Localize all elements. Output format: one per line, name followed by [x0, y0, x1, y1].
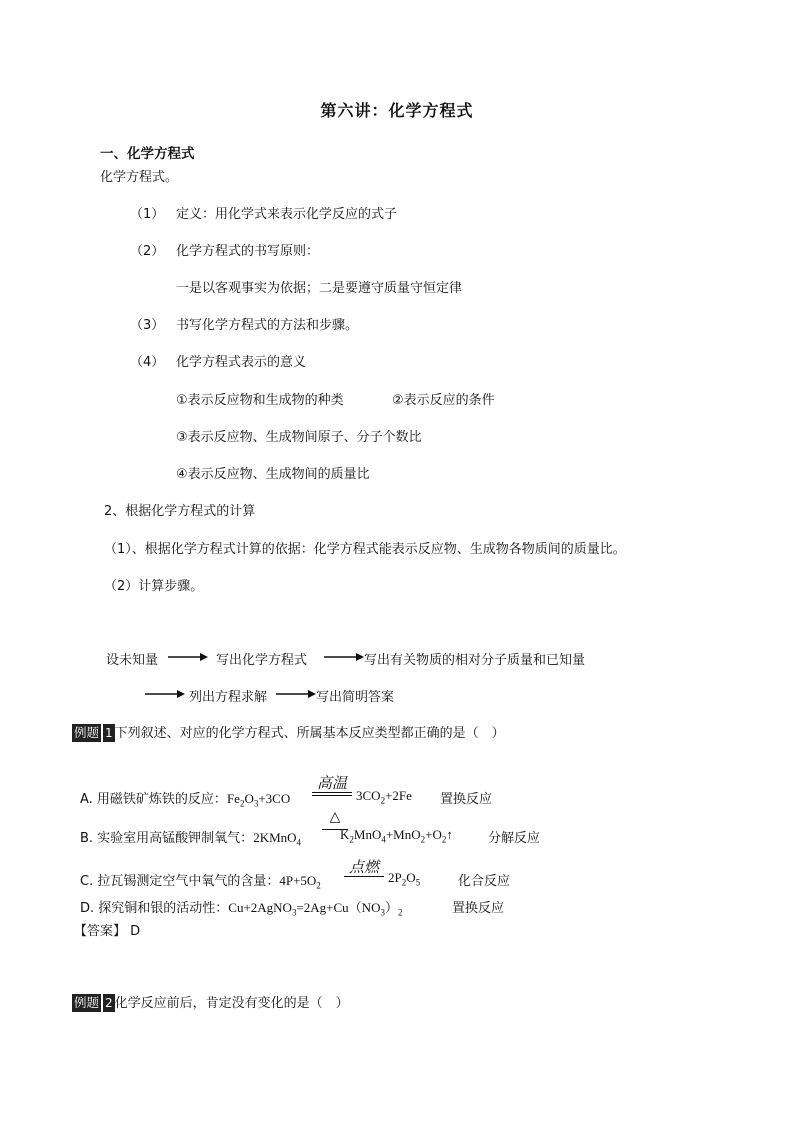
- section2-item2: （2）计算步骤。: [104, 579, 204, 594]
- item2-num: （2）: [130, 244, 165, 259]
- example1-num: 1: [105, 726, 113, 740]
- option-a-eq-line2: [312, 795, 352, 796]
- meaning-1: ①表示反应物和生成物的种类: [176, 393, 344, 408]
- item1-text: 定义：用化学式来表示化学反应的式子: [176, 207, 398, 222]
- option-a: [80, 788, 290, 809]
- option-c-type: 化合反应: [458, 874, 511, 889]
- example1-header: [72, 722, 505, 742]
- flow-arrow-4: [276, 687, 316, 701]
- option-c-eq-line: [344, 876, 384, 877]
- example1-question: 下列叙述、对应的化学方程式、所属基本反应类型都正确的是（ ）: [114, 726, 505, 741]
- example2-num: 2: [105, 996, 113, 1010]
- item1-num: （1）: [130, 207, 165, 222]
- option-d-label: D. 探究铜和银的活动性：: [80, 901, 229, 916]
- option-d: D. 探究铜和银的活动性：$Cu+2AgNO_3=2Ag+Cu(NO_3)_2$: [80, 900, 403, 918]
- option-a-type: 置换反应: [440, 792, 493, 807]
- example1-answer: [74, 920, 140, 939]
- section2-item1: （1）、根据化学方程式计算的依据：化学方程式能表示反应物、生成物各物质间的质量比。: [104, 542, 626, 557]
- item4-text: 化学方程式表示的意义: [176, 355, 307, 370]
- option-c-label: C. 拉瓦锡测定空气中氧气的含量：: [80, 874, 280, 889]
- flow-arrow-1: [168, 650, 208, 664]
- option-b-right: $K_2MnO_4+MnO_2+O_2↑$: [340, 827, 453, 845]
- flow-step-1: 设未知量: [106, 653, 159, 668]
- option-a-eq-line: [312, 792, 352, 793]
- item3-text: 书写化学方程式的方法和步骤。: [176, 318, 359, 333]
- example2-tag: 例题: [74, 995, 100, 1010]
- flow-arrow-2: [324, 650, 364, 664]
- meaning-4: ④表示反应物、生成物间的质量比: [176, 467, 370, 482]
- section1-heading: 一、化学方程式: [100, 146, 195, 162]
- section1-intro: 化学方程式。: [100, 170, 179, 185]
- example2-question: 化学反应前后，肯定没有变化的是（ ）: [114, 996, 349, 1011]
- option-b: B. 实验室用高锰酸钾制氧气：2KMnO$_4$: [80, 830, 302, 848]
- meaning-2: ②表示反应的条件: [392, 393, 495, 408]
- option-b-type: 分解反应: [488, 831, 541, 846]
- flow-step-5: 写出简明答案: [316, 690, 395, 705]
- option-b-condition: △: [329, 809, 341, 825]
- section2-heading: 2、根据化学方程式的计算: [104, 504, 256, 519]
- example2-header: [72, 992, 349, 1012]
- flow-step-3: 写出有关物质的相对分子质量和已知量: [364, 653, 586, 668]
- example1-tag: 例题: [74, 725, 100, 740]
- option-c: C. 拉瓦锡测定空气中氧气的含量：$4P+5O_2$: [80, 873, 321, 891]
- flow-arrow-3: [145, 687, 185, 701]
- answer-value: D: [130, 924, 141, 939]
- item2-detail: 一是以客观事实为依据；二是要遵守质量守恒定律: [176, 281, 463, 296]
- item2-text: 化学方程式的书写原则：: [176, 244, 320, 259]
- item4-num: （4）: [130, 355, 165, 370]
- item3-num: （3）: [130, 318, 165, 333]
- option-a-right: $3CO_2+2Fe$: [356, 788, 412, 806]
- meaning-3: ③表示反应物、生成物间原子、分子个数比: [176, 430, 422, 445]
- option-a-condition: 高温: [316, 774, 347, 792]
- option-a-left: $Fe_2O_3+3CO$: [226, 791, 291, 809]
- option-c-condition: 点燃: [348, 858, 379, 876]
- answer-label: 【答案】: [74, 924, 127, 939]
- page-title: 第六讲：化学方程式: [320, 101, 474, 120]
- option-d-type: 置换反应: [452, 901, 505, 916]
- flow-step-4: 列出方程求解: [189, 690, 268, 705]
- flow-step-2: 写出化学方程式: [216, 653, 308, 668]
- option-c-right: $2P_2O_5$: [388, 870, 421, 888]
- option-b-label: B. 实验室用高锰酸钾制氧气：: [80, 831, 254, 846]
- option-a-label: A. 用磁铁矿炼铁的反应：: [80, 792, 227, 807]
